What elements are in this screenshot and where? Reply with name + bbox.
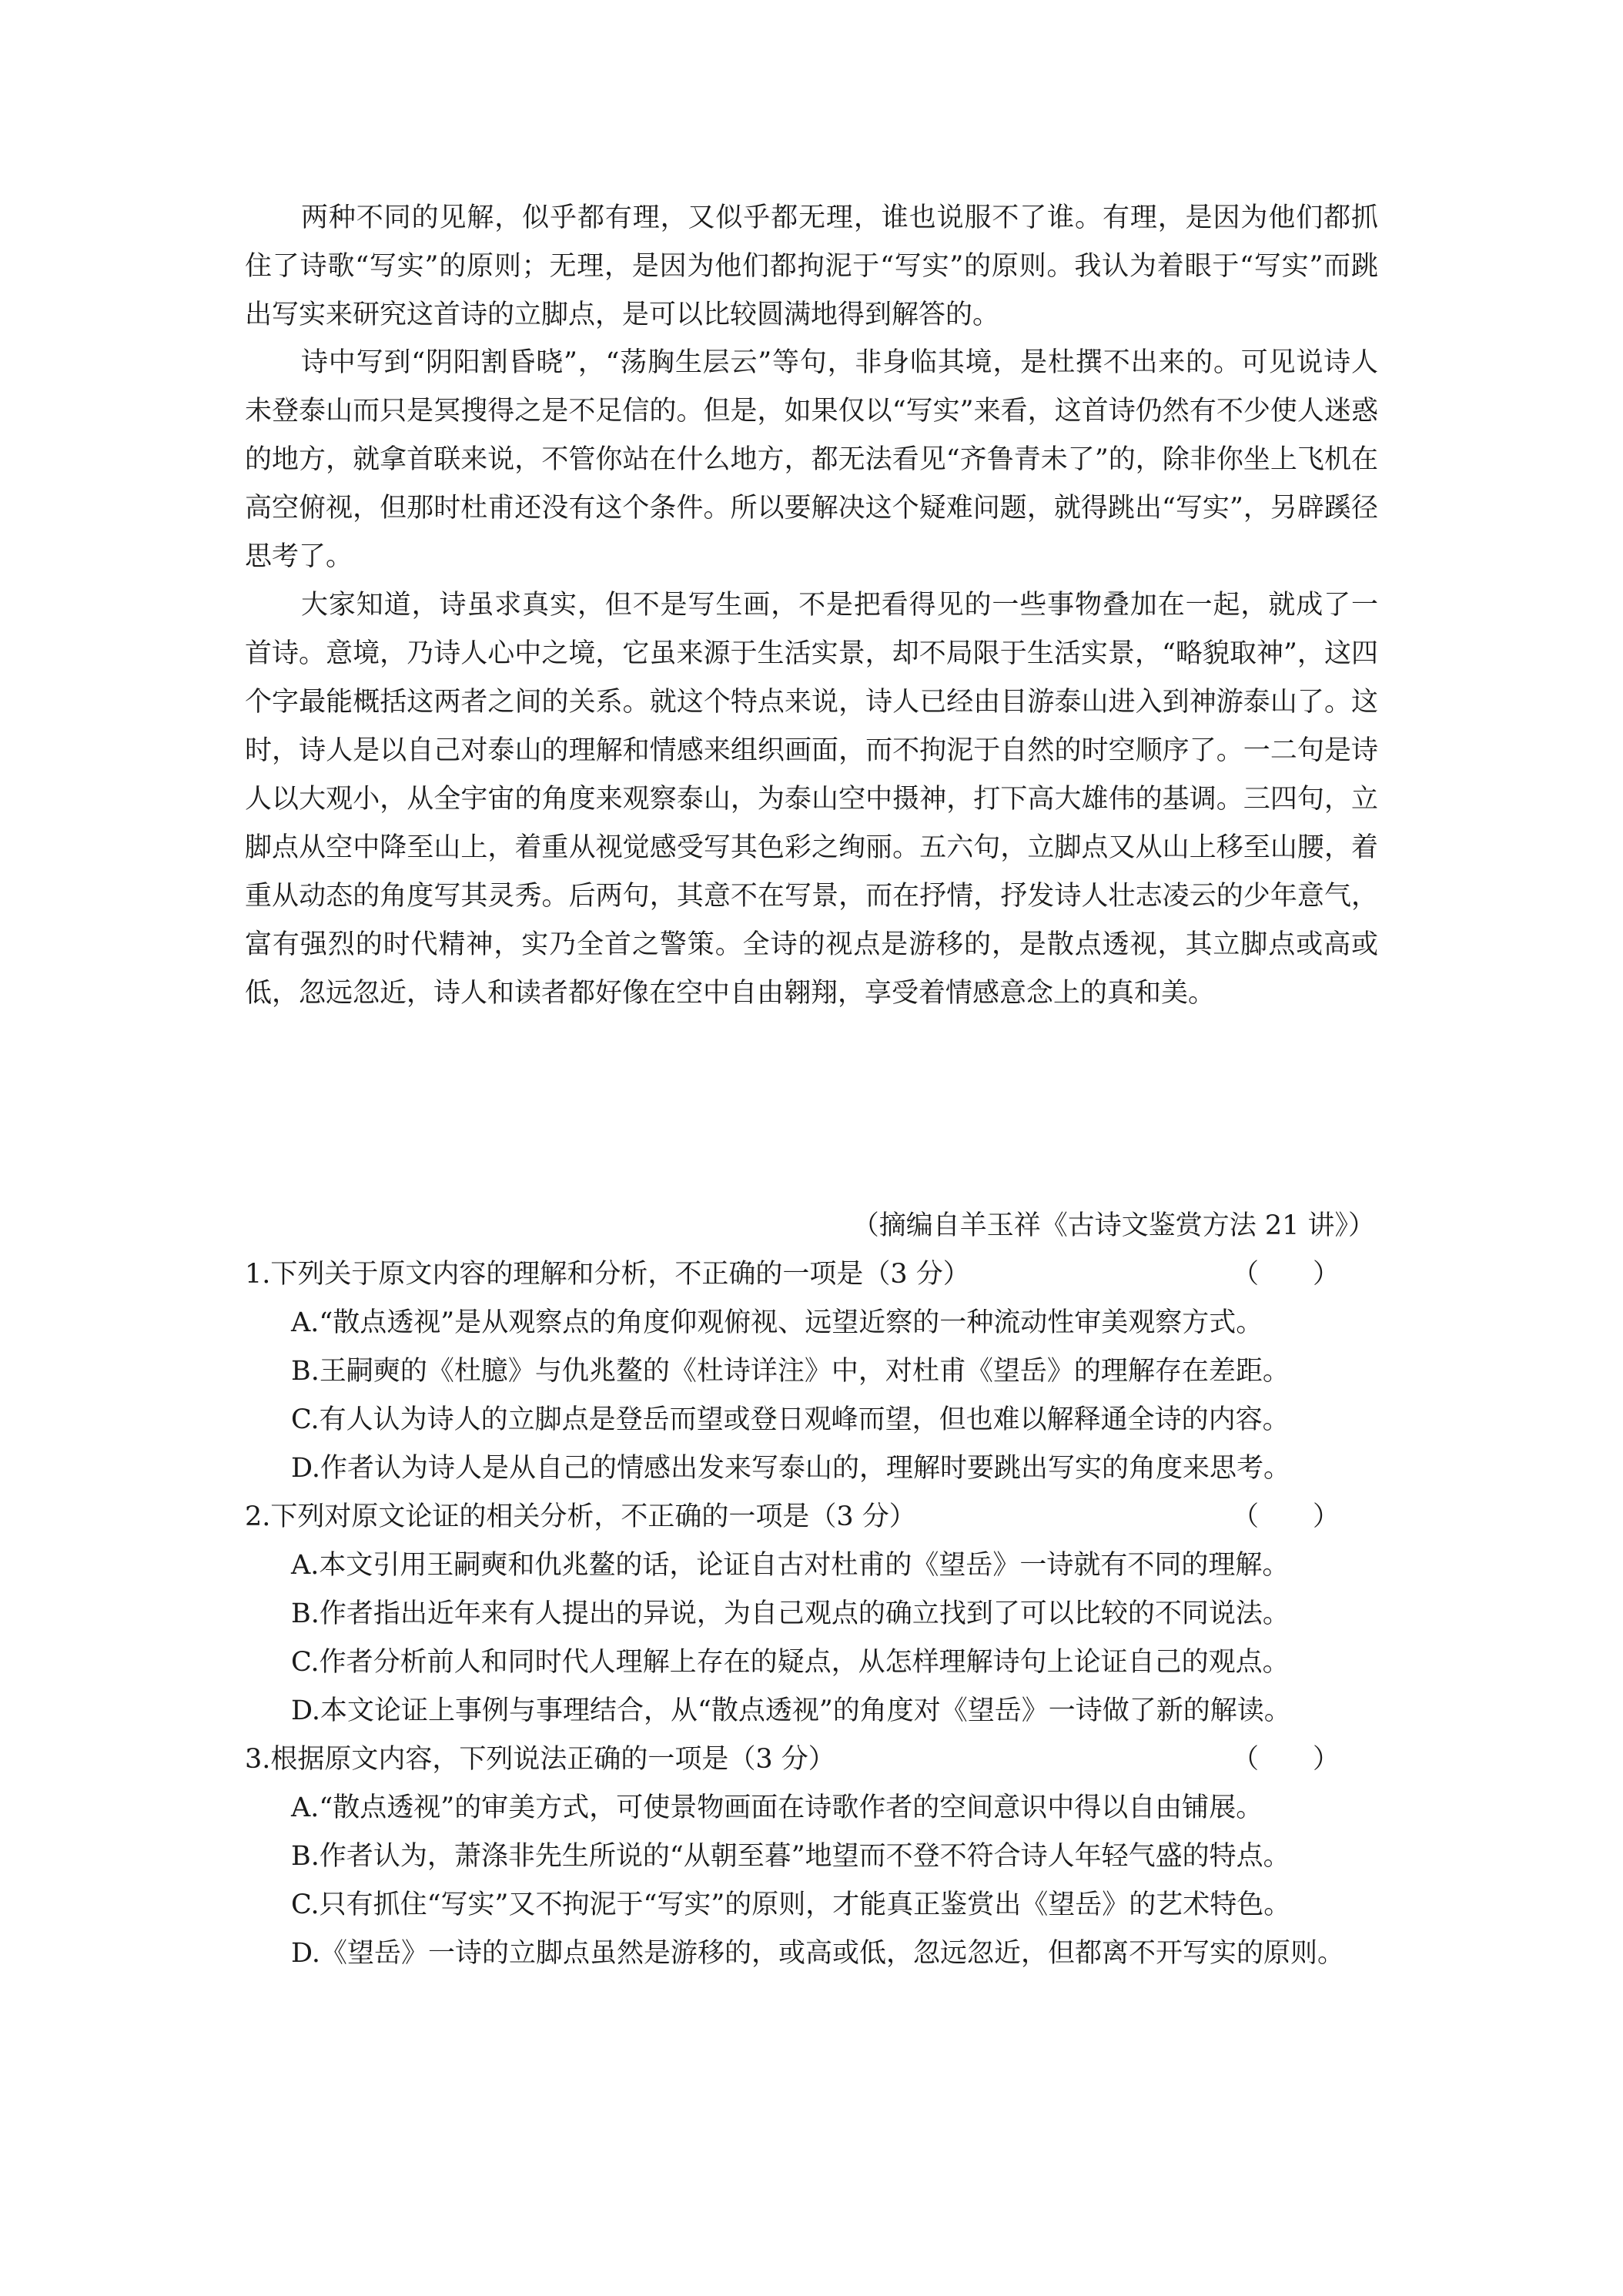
- question-2-stem: [245, 1493, 1384, 1541]
- question-1-option-b: B.王嗣奭的《杜臆》与仇兆鳌的《杜诗详注》中，对杜甫《望岳》的理解存在差距。: [291, 1356, 1290, 1387]
- question-2-option-a: A.本文引用王嗣奭和仇兆鳌的话，论证自古对杜甫的《望岳》一诗就有不同的理解。: [291, 1550, 1290, 1581]
- source-citation: （摘编自羊玉祥《古诗文鉴赏方法 21 讲》）: [852, 1210, 1375, 1241]
- question-stem-text: 1.下列关于原文内容的理解和分析，不正确的一项是（3 分）: [245, 1259, 970, 1290]
- answer-blank: （ ）: [1232, 1501, 1340, 1532]
- question-stem-text: 3.根据原文内容，下列说法正确的一项是（3 分）: [245, 1744, 835, 1775]
- question-2-option-c: C.作者分析前人和同时代人理解上存在的疑点，从怎样理解诗句上论证自己的观点。: [291, 1647, 1290, 1678]
- article-paragraph-3: 大家知道，诗虽求真实，但不是写生画，不是把看得见的一些事物叠加在一起，就成了一首诗。意境，乃诗人心中之境，它虽来源于生活实景，却不局限于生活实景，“略貌取神”，这四个字最能概括这两者之间的关系。就这个特点来说，诗人已经由目游泰山进入到神游泰山了。这时，诗人是以自己对泰山的理解和情感来组织画面，而不拘泥于自然的时空顺序了。一二句是诗人以大观小，从全宇宙的角度来观察泰山，为泰山空中摄神，打下高大雄伟的基调。三四句，立脚点从空中降至山上，着重从视觉感受写其色彩之绚丽。五六句，立脚点又从山上移至山腰，着重从动态的角度写其灵秀。后两句，其意不在写景，而在抒情，抒发诗人壮志凌云的少年意气，富有强烈的时代精神，实乃全首之警策。全诗的视点是游移的，是散点透视，其立脚点或高或低，忽远忽近，诗人和读者都好像在空中自由翱翔，享受着情感意念上的真和美。: [245, 590, 1378, 1009]
- question-3-stem: [245, 1735, 1384, 1784]
- question-3-option-c: C.只有抓住“写实”又不拘泥于“写实”的原则，才能真正鉴赏出《望岳》的艺术特色。: [291, 1889, 1291, 1920]
- question-1-option-d: D.作者认为诗人是从自己的情感出发来写泰山的，理解时要跳出写实的角度来思考。: [291, 1453, 1290, 1484]
- question-3-option-a: A.“散点透视”的审美方式，可使景物画面在诗歌作者的空间意识中得以自由铺展。: [291, 1792, 1263, 1823]
- question-2-option-d: D.本文论证上事例与事理结合，从“散点透视”的角度对《望岳》一诗做了新的解读。: [291, 1695, 1291, 1726]
- question-1-stem: [245, 1250, 1384, 1299]
- question-3-option-b: B.作者认为，萧涤非先生所说的“从朝至暮”地望而不登不符合诗人年轻气盛的特点。: [291, 1841, 1290, 1872]
- answer-blank: （ ）: [1232, 1259, 1340, 1290]
- article-paragraph-1: 两种不同的见解，似乎都有理，又似乎都无理，谁也说服不了谁。有理，是因为他们都抓住了诗歌“写实”的原则；无理，是因为他们都拘泥于“写实”的原则。我认为着眼于“写实”而跳出写实来研究这首诗的立脚点，是可以比较圆满地得到解答的。: [245, 202, 1378, 330]
- question-2-option-b: B.作者指出近年来有人提出的异说，为自己观点的确立找到了可以比较的不同说法。: [291, 1598, 1290, 1629]
- question-stem-text: 2.下列对原文论证的相关分析，不正确的一项是（3 分）: [245, 1501, 916, 1532]
- question-3-option-d: D.《望岳》一诗的立脚点虽然是游移的，或高或低，忽远忽近，但都离不开写实的原则。: [291, 1938, 1344, 1969]
- article-paragraph-2: 诗中写到“阴阳割昏晓”，“荡胸生层云”等句，非身临其境，是杜撰不出来的。可见说诗人未登泰山而只是冥搜得之是不足信的。但是，如果仅以“写实”来看，这首诗仍然有不少使人迷惑的地方，就拿首联来说，不管你站在什么地方，都无法看见“齐鲁青未了”的，除非你坐上飞机在高空俯视，但那时杜甫还没有这个条件。所以要解决这个疑难问题，就得跳出“写实”，另辟蹊径思考了。: [245, 347, 1378, 572]
- question-1-option-a: A.“散点透视”是从观察点的角度仰观俯视、远望近察的一种流动性审美观察方式。: [291, 1307, 1263, 1338]
- answer-blank: （ ）: [1232, 1744, 1340, 1775]
- question-1-option-c: C.有人认为诗人的立脚点是登岳而望或登日观峰而望，但也难以解释通全诗的内容。: [291, 1404, 1290, 1435]
